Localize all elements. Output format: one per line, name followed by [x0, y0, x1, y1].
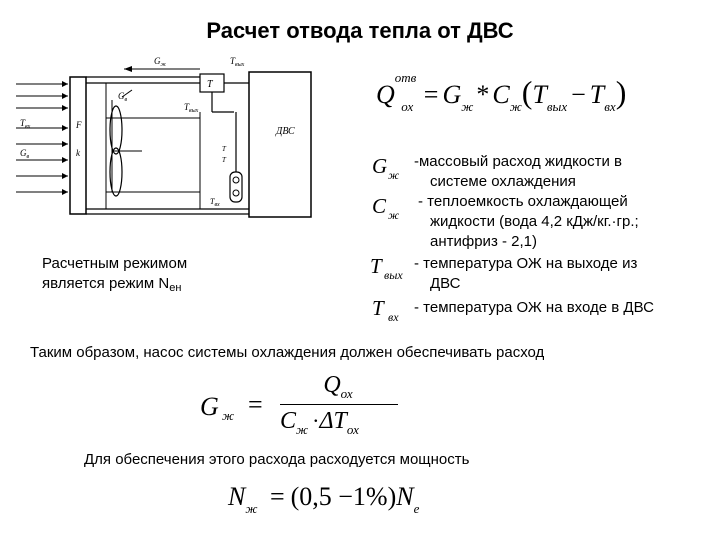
- t-mid-label: $T_{вых}$: [184, 102, 199, 114]
- flow-formula: G ж = $Q_{ох}$ $C_ж \cdot\Delta T_{ох}$: [200, 372, 430, 442]
- t-top-label: $T_{вых}$: [230, 56, 245, 68]
- thermostat-label: T: [207, 79, 213, 90]
- g-left-label: $G_в$: [20, 148, 30, 160]
- flow-arrowhead-top: [124, 66, 132, 72]
- cooling-system-diagram: [14, 52, 314, 222]
- t-right-label-2: T: [222, 156, 226, 164]
- t-in-left-label: $T_{вх}$: [20, 118, 31, 130]
- engine-block: [249, 72, 311, 217]
- pump-wheel-top: [233, 177, 239, 183]
- power-formula: $N_ж = (0,5 -1\%)N_е$: [228, 482, 420, 516]
- definition-c: C ж - теплоемкость охлаждающей жидкости (вода 4,2 кДж/кг.·гр.; антифриз - 2,1): [372, 193, 639, 250]
- air-arrows: [16, 81, 68, 195]
- power-sentence: Для обеспечения этого расхода расходуется мощность: [84, 451, 470, 468]
- definition-t-in: T вх - температура ОЖ на входе в ДВС: [372, 296, 654, 324]
- g-fan-label: $G_в$: [118, 91, 128, 103]
- definition-g: G ж -массовый расход жидкости в системе охлаждения: [372, 153, 623, 190]
- definitions-list: [370, 150, 717, 324]
- pump-wheel-bottom: [233, 190, 239, 196]
- t-right-label: T: [222, 145, 226, 153]
- heat-formula: Q отв $_{ох} = G_ж * C_ж(T_{вых} - T_{вх})$: [376, 70, 627, 114]
- fraction-bar: [280, 404, 398, 405]
- g-top-label: $G_ж$: [154, 56, 167, 68]
- regime-note: Расчетным режимом является режим $N_{ен}$: [42, 255, 188, 294]
- engine-label: ДВС: [276, 126, 295, 137]
- definition-t-out: T вых - температура ОЖ на выходе из ДВС: [370, 254, 638, 292]
- radiator: [70, 77, 86, 214]
- k-label: k: [76, 148, 80, 158]
- t-bottom-label: $T_{вх}$: [210, 197, 220, 208]
- f-label: F: [76, 120, 82, 130]
- page-title: Расчет отвода тепла от ДВС: [206, 18, 514, 43]
- pump-sentence: Таким образом, насос системы охлаждения должен обеспечивать расход: [30, 344, 545, 361]
